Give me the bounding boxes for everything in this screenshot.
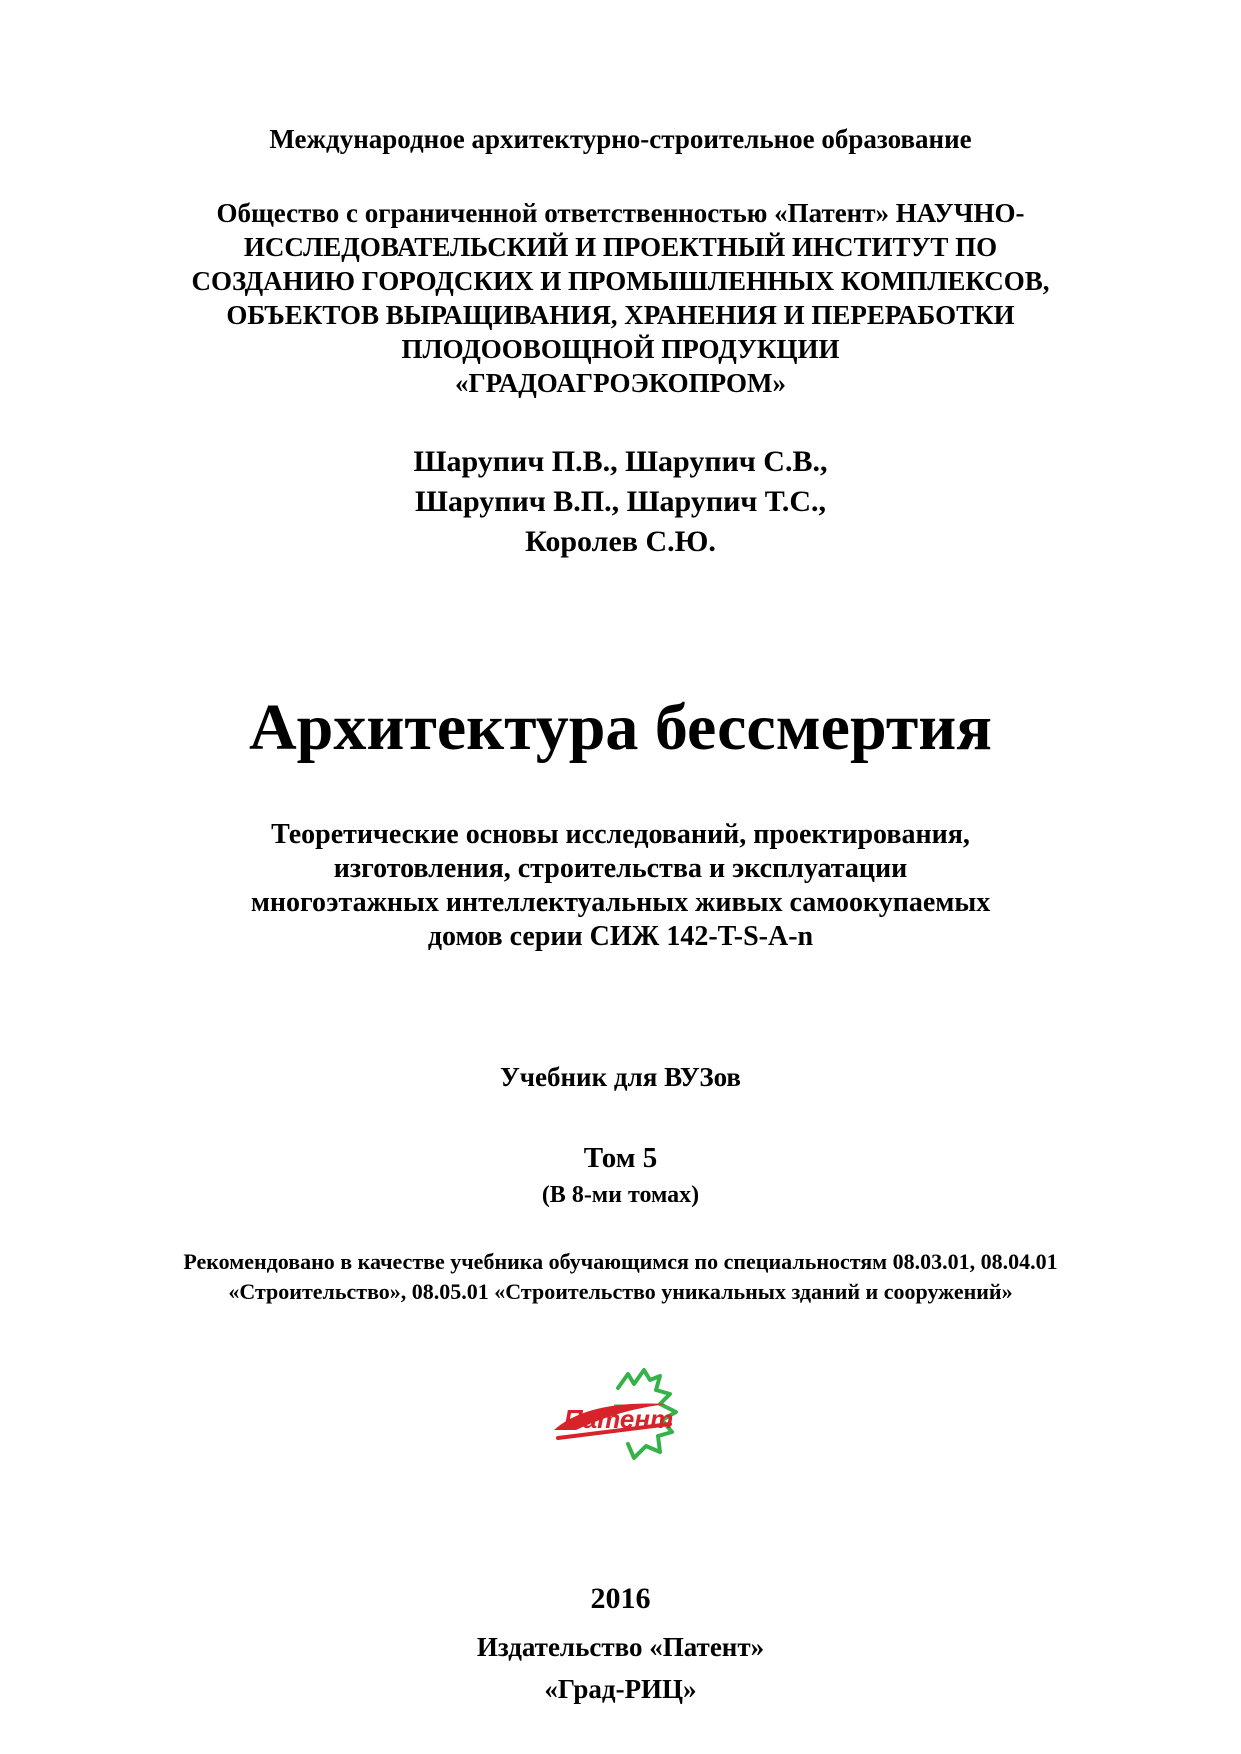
subtitle-line: домов серии СИЖ 142-T-S-A-n	[427, 921, 814, 952]
organization-line: ОБЪЕКТОВ ВЫРАЩИВАНИЯ, ХРАНЕНИЯ И ПЕРЕРАБОТКИ	[226, 300, 1015, 330]
organization-line: ИССЛЕДОВАТЕЛЬСКИЙ И ПРОЕКТНЫЙ ИНСТИТУТ ПО	[243, 232, 998, 262]
publisher-line: Издательство «Патент»	[476, 1632, 765, 1662]
publisher-line: «Град-РИЦ»	[544, 1674, 697, 1704]
organization-line: Общество с ограниченной ответственностью «Патент» НАУЧНО-	[216, 198, 1025, 228]
volumes-total: (В 8-ми томах)	[541, 1182, 700, 1208]
volume-number: Том 5	[583, 1142, 658, 1174]
patent-logo	[548, 1360, 696, 1460]
authors-line: Королев С.Ю.	[525, 525, 716, 558]
authors-line: Шарупич П.В., Шарупич С.В.,	[413, 445, 828, 478]
recommendation-line: «Строительство», 08.05.01 «Строительство уникальных зданий и сооружений»	[228, 1279, 1013, 1304]
logo-text: Патент	[564, 1404, 674, 1434]
textbook-label: Учебник для ВУЗов	[499, 1062, 742, 1092]
subtitle-line: изготовления, строительства и эксплуатации	[333, 853, 908, 884]
organization-line: СОЗДАНИЮ ГОРОДСКИХ И ПРОМЫШЛЕННЫХ КОМПЛЕКСОВ,	[191, 266, 1050, 296]
affiliation: Международное архитектурно-строительное образование	[269, 124, 972, 154]
organization-line: «ГРАДОАГРОЭКОПРОМ»	[454, 368, 786, 398]
book-title: Архитектура бессмертия	[249, 691, 992, 764]
subtitle-line: Теоретические основы исследований, проектирования,	[271, 819, 970, 850]
recommendation-line: Рекомендовано в качестве учебника обучающимся по специальностям 08.03.01, 08.04.01	[183, 1249, 1058, 1274]
publication-year: 2016	[590, 1582, 651, 1615]
organization-line: ПЛОДООВОЩНОЙ ПРОДУКЦИИ	[401, 334, 840, 364]
subtitle-line: многоэтажных интеллектуальных живых самоокупаемых	[250, 887, 991, 918]
authors-line: Шарупич В.П., Шарупич Т.С.,	[415, 485, 826, 518]
